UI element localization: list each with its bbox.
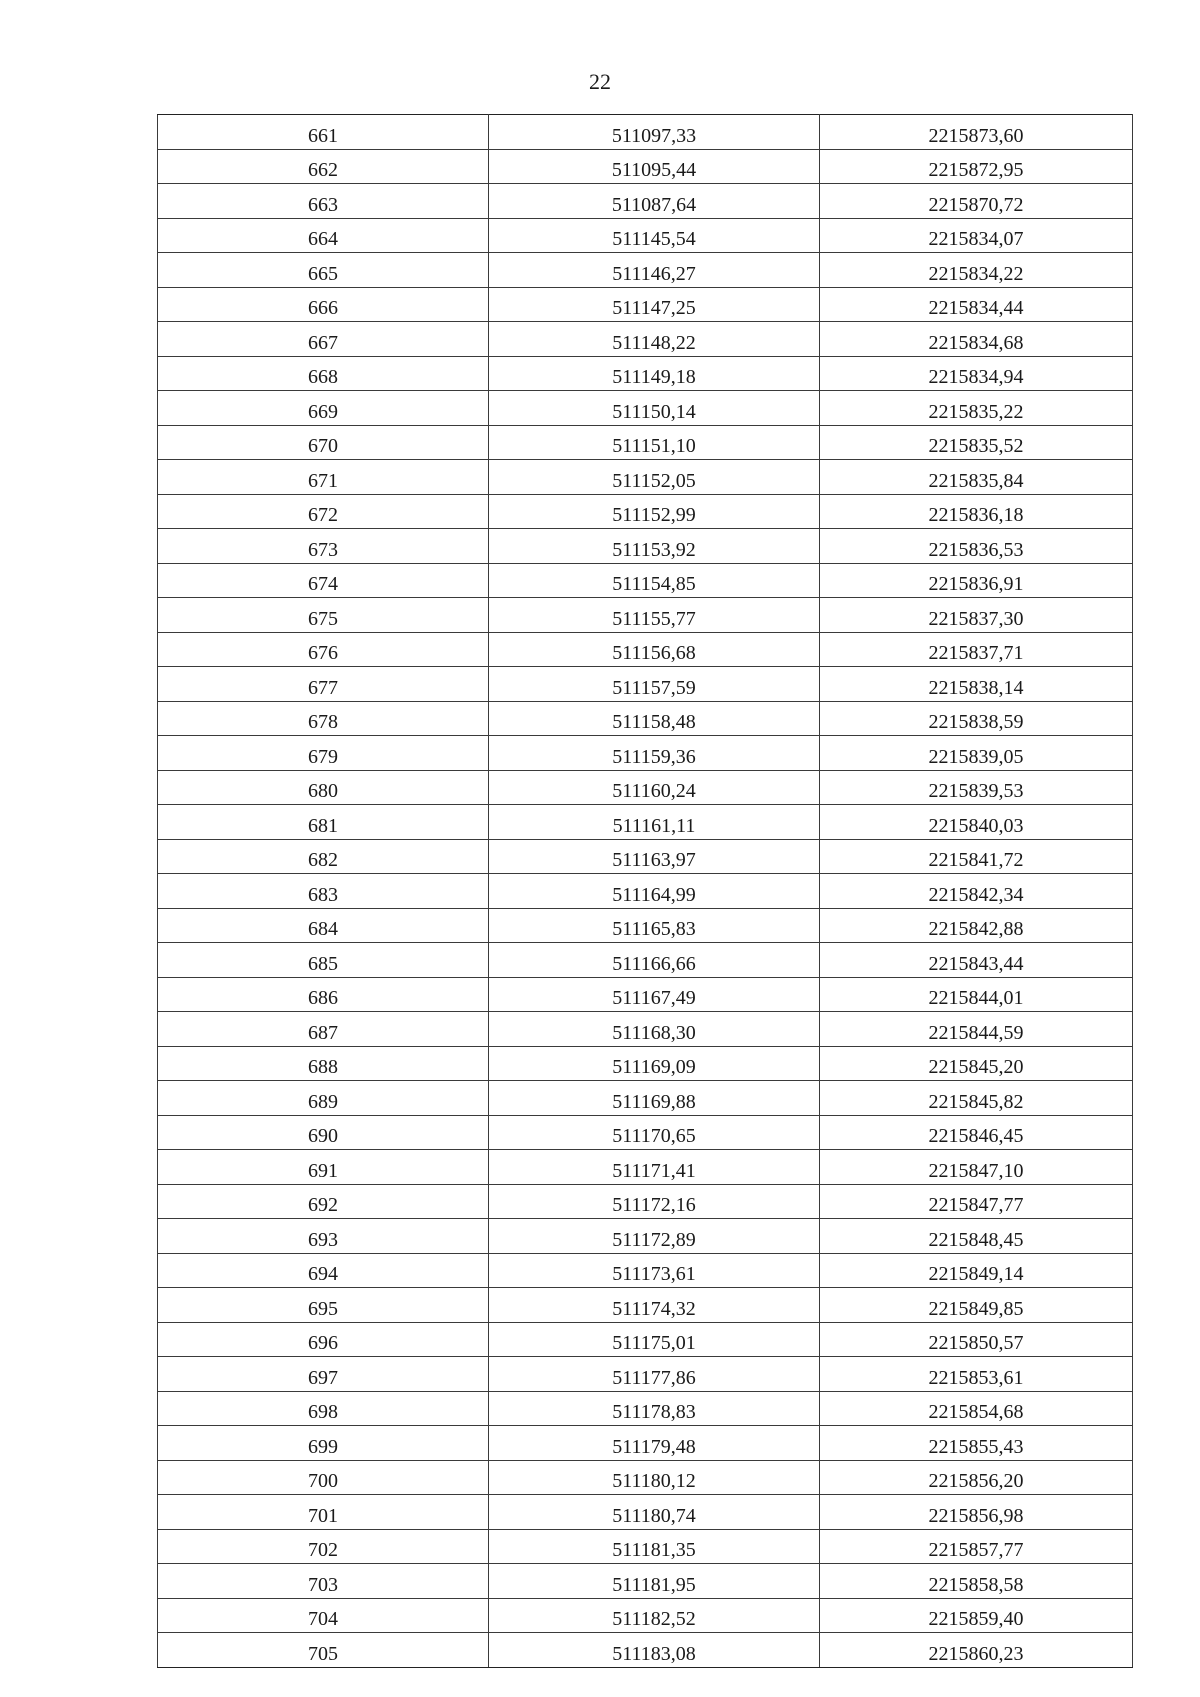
x-coordinate-cell: 511159,36 <box>489 736 820 771</box>
x-coordinate-cell: 511152,05 <box>489 460 820 495</box>
x-coordinate-cell: 511149,18 <box>489 356 820 391</box>
table-row <box>158 943 1133 978</box>
point-number-cell: 678 <box>158 701 489 736</box>
table-row <box>158 425 1133 460</box>
y-coordinate-cell: 2215857,77 <box>820 1529 1133 1564</box>
y-coordinate-cell: 2215837,71 <box>820 632 1133 667</box>
y-coordinate-cell: 2215841,72 <box>820 839 1133 874</box>
x-coordinate-cell: 511169,88 <box>489 1081 820 1116</box>
table-row <box>158 874 1133 909</box>
table-row <box>158 1046 1133 1081</box>
y-coordinate-cell: 2215849,85 <box>820 1288 1133 1323</box>
point-number-cell: 670 <box>158 425 489 460</box>
x-coordinate-cell: 511166,66 <box>489 943 820 978</box>
table-row <box>158 218 1133 253</box>
y-coordinate-cell: 2215838,14 <box>820 667 1133 702</box>
point-number-cell: 661 <box>158 115 489 150</box>
point-number-cell: 689 <box>158 1081 489 1116</box>
y-coordinate-cell: 2215844,59 <box>820 1012 1133 1047</box>
x-coordinate-cell: 511183,08 <box>489 1633 820 1668</box>
y-coordinate-cell: 2215872,95 <box>820 149 1133 184</box>
point-number-cell: 686 <box>158 977 489 1012</box>
x-coordinate-cell: 511155,77 <box>489 598 820 633</box>
y-coordinate-cell: 2215859,40 <box>820 1598 1133 1633</box>
table-row <box>158 1598 1133 1633</box>
y-coordinate-cell: 2215839,05 <box>820 736 1133 771</box>
y-coordinate-cell: 2215856,20 <box>820 1460 1133 1495</box>
y-coordinate-cell: 2215846,45 <box>820 1115 1133 1150</box>
point-number-cell: 692 <box>158 1184 489 1219</box>
table-row <box>158 253 1133 288</box>
table-row <box>158 184 1133 219</box>
point-number-cell: 674 <box>158 563 489 598</box>
y-coordinate-cell: 2215836,91 <box>820 563 1133 598</box>
y-coordinate-cell: 2215839,53 <box>820 770 1133 805</box>
y-coordinate-cell: 2215845,20 <box>820 1046 1133 1081</box>
x-coordinate-cell: 511172,89 <box>489 1219 820 1254</box>
x-coordinate-cell: 511177,86 <box>489 1357 820 1392</box>
y-coordinate-cell: 2215835,84 <box>820 460 1133 495</box>
x-coordinate-cell: 511163,97 <box>489 839 820 874</box>
table-row <box>158 598 1133 633</box>
x-coordinate-cell: 511171,41 <box>489 1150 820 1185</box>
table-row <box>158 977 1133 1012</box>
point-number-cell: 677 <box>158 667 489 702</box>
x-coordinate-cell: 511180,12 <box>489 1460 820 1495</box>
x-coordinate-cell: 511179,48 <box>489 1426 820 1461</box>
table-row <box>158 1633 1133 1668</box>
y-coordinate-cell: 2215860,23 <box>820 1633 1133 1668</box>
point-number-cell: 662 <box>158 149 489 184</box>
x-coordinate-cell: 511173,61 <box>489 1253 820 1288</box>
y-coordinate-cell: 2215850,57 <box>820 1322 1133 1357</box>
point-number-cell: 687 <box>158 1012 489 1047</box>
table-row <box>158 667 1133 702</box>
point-number-cell: 680 <box>158 770 489 805</box>
point-number-cell: 693 <box>158 1219 489 1254</box>
x-coordinate-cell: 511175,01 <box>489 1322 820 1357</box>
x-coordinate-cell: 511145,54 <box>489 218 820 253</box>
point-number-cell: 679 <box>158 736 489 771</box>
table-row <box>158 1253 1133 1288</box>
y-coordinate-cell: 2215856,98 <box>820 1495 1133 1530</box>
table-row <box>158 494 1133 529</box>
table-row <box>158 322 1133 357</box>
x-coordinate-cell: 511164,99 <box>489 874 820 909</box>
y-coordinate-cell: 2215836,53 <box>820 529 1133 564</box>
point-number-cell: 705 <box>158 1633 489 1668</box>
y-coordinate-cell: 2215837,30 <box>820 598 1133 633</box>
x-coordinate-cell: 511157,59 <box>489 667 820 702</box>
point-number-cell: 684 <box>158 908 489 943</box>
y-coordinate-cell: 2215834,07 <box>820 218 1133 253</box>
x-coordinate-cell: 511168,30 <box>489 1012 820 1047</box>
x-coordinate-cell: 511182,52 <box>489 1598 820 1633</box>
y-coordinate-cell: 2215843,44 <box>820 943 1133 978</box>
table-row <box>158 1357 1133 1392</box>
y-coordinate-cell: 2215848,45 <box>820 1219 1133 1254</box>
point-number-cell: 694 <box>158 1253 489 1288</box>
y-coordinate-cell: 2215838,59 <box>820 701 1133 736</box>
page-number: 22 <box>589 69 611 94</box>
table-row <box>158 1322 1133 1357</box>
table-row <box>158 391 1133 426</box>
y-coordinate-cell: 2215834,22 <box>820 253 1133 288</box>
x-coordinate-cell: 511148,22 <box>489 322 820 357</box>
y-coordinate-cell: 2215847,10 <box>820 1150 1133 1185</box>
table-row <box>158 770 1133 805</box>
y-coordinate-cell: 2215835,52 <box>820 425 1133 460</box>
y-coordinate-cell: 2215855,43 <box>820 1426 1133 1461</box>
y-coordinate-cell: 2215845,82 <box>820 1081 1133 1116</box>
point-number-cell: 669 <box>158 391 489 426</box>
x-coordinate-cell: 511154,85 <box>489 563 820 598</box>
y-coordinate-cell: 2215840,03 <box>820 805 1133 840</box>
y-coordinate-cell: 2215849,14 <box>820 1253 1133 1288</box>
table-row <box>158 736 1133 771</box>
point-number-cell: 699 <box>158 1426 489 1461</box>
table-row <box>158 529 1133 564</box>
point-number-cell: 690 <box>158 1115 489 1150</box>
table-row <box>158 632 1133 667</box>
x-coordinate-cell: 511150,14 <box>489 391 820 426</box>
table-row <box>158 1529 1133 1564</box>
table-row <box>158 1115 1133 1150</box>
x-coordinate-cell: 511097,33 <box>489 115 820 150</box>
x-coordinate-cell: 511158,48 <box>489 701 820 736</box>
point-number-cell: 697 <box>158 1357 489 1392</box>
x-coordinate-cell: 511147,25 <box>489 287 820 322</box>
table-row <box>158 287 1133 322</box>
table-row <box>158 149 1133 184</box>
y-coordinate-cell: 2215842,34 <box>820 874 1133 909</box>
y-coordinate-cell: 2215842,88 <box>820 908 1133 943</box>
point-number-cell: 700 <box>158 1460 489 1495</box>
x-coordinate-cell: 511152,99 <box>489 494 820 529</box>
table-row <box>158 908 1133 943</box>
table-row <box>158 1184 1133 1219</box>
point-number-cell: 675 <box>158 598 489 633</box>
x-coordinate-cell: 511172,16 <box>489 1184 820 1219</box>
y-coordinate-cell: 2215858,58 <box>820 1564 1133 1599</box>
point-number-cell: 703 <box>158 1564 489 1599</box>
table-row <box>158 356 1133 391</box>
point-number-cell: 695 <box>158 1288 489 1323</box>
x-coordinate-cell: 511181,35 <box>489 1529 820 1564</box>
point-number-cell: 676 <box>158 632 489 667</box>
point-number-cell: 691 <box>158 1150 489 1185</box>
coordinates-table-body <box>158 115 1133 1668</box>
x-coordinate-cell: 511160,24 <box>489 770 820 805</box>
table-row <box>158 1391 1133 1426</box>
x-coordinate-cell: 511181,95 <box>489 1564 820 1599</box>
y-coordinate-cell: 2215853,61 <box>820 1357 1133 1392</box>
coordinates-table <box>157 114 1133 1668</box>
point-number-cell: 665 <box>158 253 489 288</box>
x-coordinate-cell: 511167,49 <box>489 977 820 1012</box>
table-row <box>158 1081 1133 1116</box>
table-row <box>158 1460 1133 1495</box>
x-coordinate-cell: 511095,44 <box>489 149 820 184</box>
point-number-cell: 683 <box>158 874 489 909</box>
y-coordinate-cell: 2215836,18 <box>820 494 1133 529</box>
point-number-cell: 667 <box>158 322 489 357</box>
table-row <box>158 563 1133 598</box>
point-number-cell: 704 <box>158 1598 489 1633</box>
x-coordinate-cell: 511087,64 <box>489 184 820 219</box>
table-row <box>158 805 1133 840</box>
point-number-cell: 666 <box>158 287 489 322</box>
x-coordinate-cell: 511178,83 <box>489 1391 820 1426</box>
point-number-cell: 663 <box>158 184 489 219</box>
point-number-cell: 682 <box>158 839 489 874</box>
table-row <box>158 1495 1133 1530</box>
point-number-cell: 671 <box>158 460 489 495</box>
x-coordinate-cell: 511153,92 <box>489 529 820 564</box>
table-row <box>158 701 1133 736</box>
y-coordinate-cell: 2215873,60 <box>820 115 1133 150</box>
table-row <box>158 1012 1133 1047</box>
table-row <box>158 1564 1133 1599</box>
y-coordinate-cell: 2215847,77 <box>820 1184 1133 1219</box>
point-number-cell: 702 <box>158 1529 489 1564</box>
y-coordinate-cell: 2215834,94 <box>820 356 1133 391</box>
x-coordinate-cell: 511170,65 <box>489 1115 820 1150</box>
point-number-cell: 688 <box>158 1046 489 1081</box>
point-number-cell: 701 <box>158 1495 489 1530</box>
x-coordinate-cell: 511156,68 <box>489 632 820 667</box>
table-row <box>158 1288 1133 1323</box>
table-row <box>158 460 1133 495</box>
table-row <box>158 1426 1133 1461</box>
y-coordinate-cell: 2215870,72 <box>820 184 1133 219</box>
point-number-cell: 698 <box>158 1391 489 1426</box>
point-number-cell: 664 <box>158 218 489 253</box>
y-coordinate-cell: 2215834,68 <box>820 322 1133 357</box>
point-number-cell: 673 <box>158 529 489 564</box>
y-coordinate-cell: 2215834,44 <box>820 287 1133 322</box>
x-coordinate-cell: 511174,32 <box>489 1288 820 1323</box>
x-coordinate-cell: 511165,83 <box>489 908 820 943</box>
table-row <box>158 1150 1133 1185</box>
x-coordinate-cell: 511180,74 <box>489 1495 820 1530</box>
x-coordinate-cell: 511161,11 <box>489 805 820 840</box>
y-coordinate-cell: 2215854,68 <box>820 1391 1133 1426</box>
x-coordinate-cell: 511151,10 <box>489 425 820 460</box>
y-coordinate-cell: 2215844,01 <box>820 977 1133 1012</box>
point-number-cell: 681 <box>158 805 489 840</box>
point-number-cell: 696 <box>158 1322 489 1357</box>
table-row <box>158 839 1133 874</box>
y-coordinate-cell: 2215835,22 <box>820 391 1133 426</box>
table-row <box>158 1219 1133 1254</box>
point-number-cell: 672 <box>158 494 489 529</box>
table-row <box>158 115 1133 150</box>
x-coordinate-cell: 511169,09 <box>489 1046 820 1081</box>
point-number-cell: 668 <box>158 356 489 391</box>
point-number-cell: 685 <box>158 943 489 978</box>
x-coordinate-cell: 511146,27 <box>489 253 820 288</box>
